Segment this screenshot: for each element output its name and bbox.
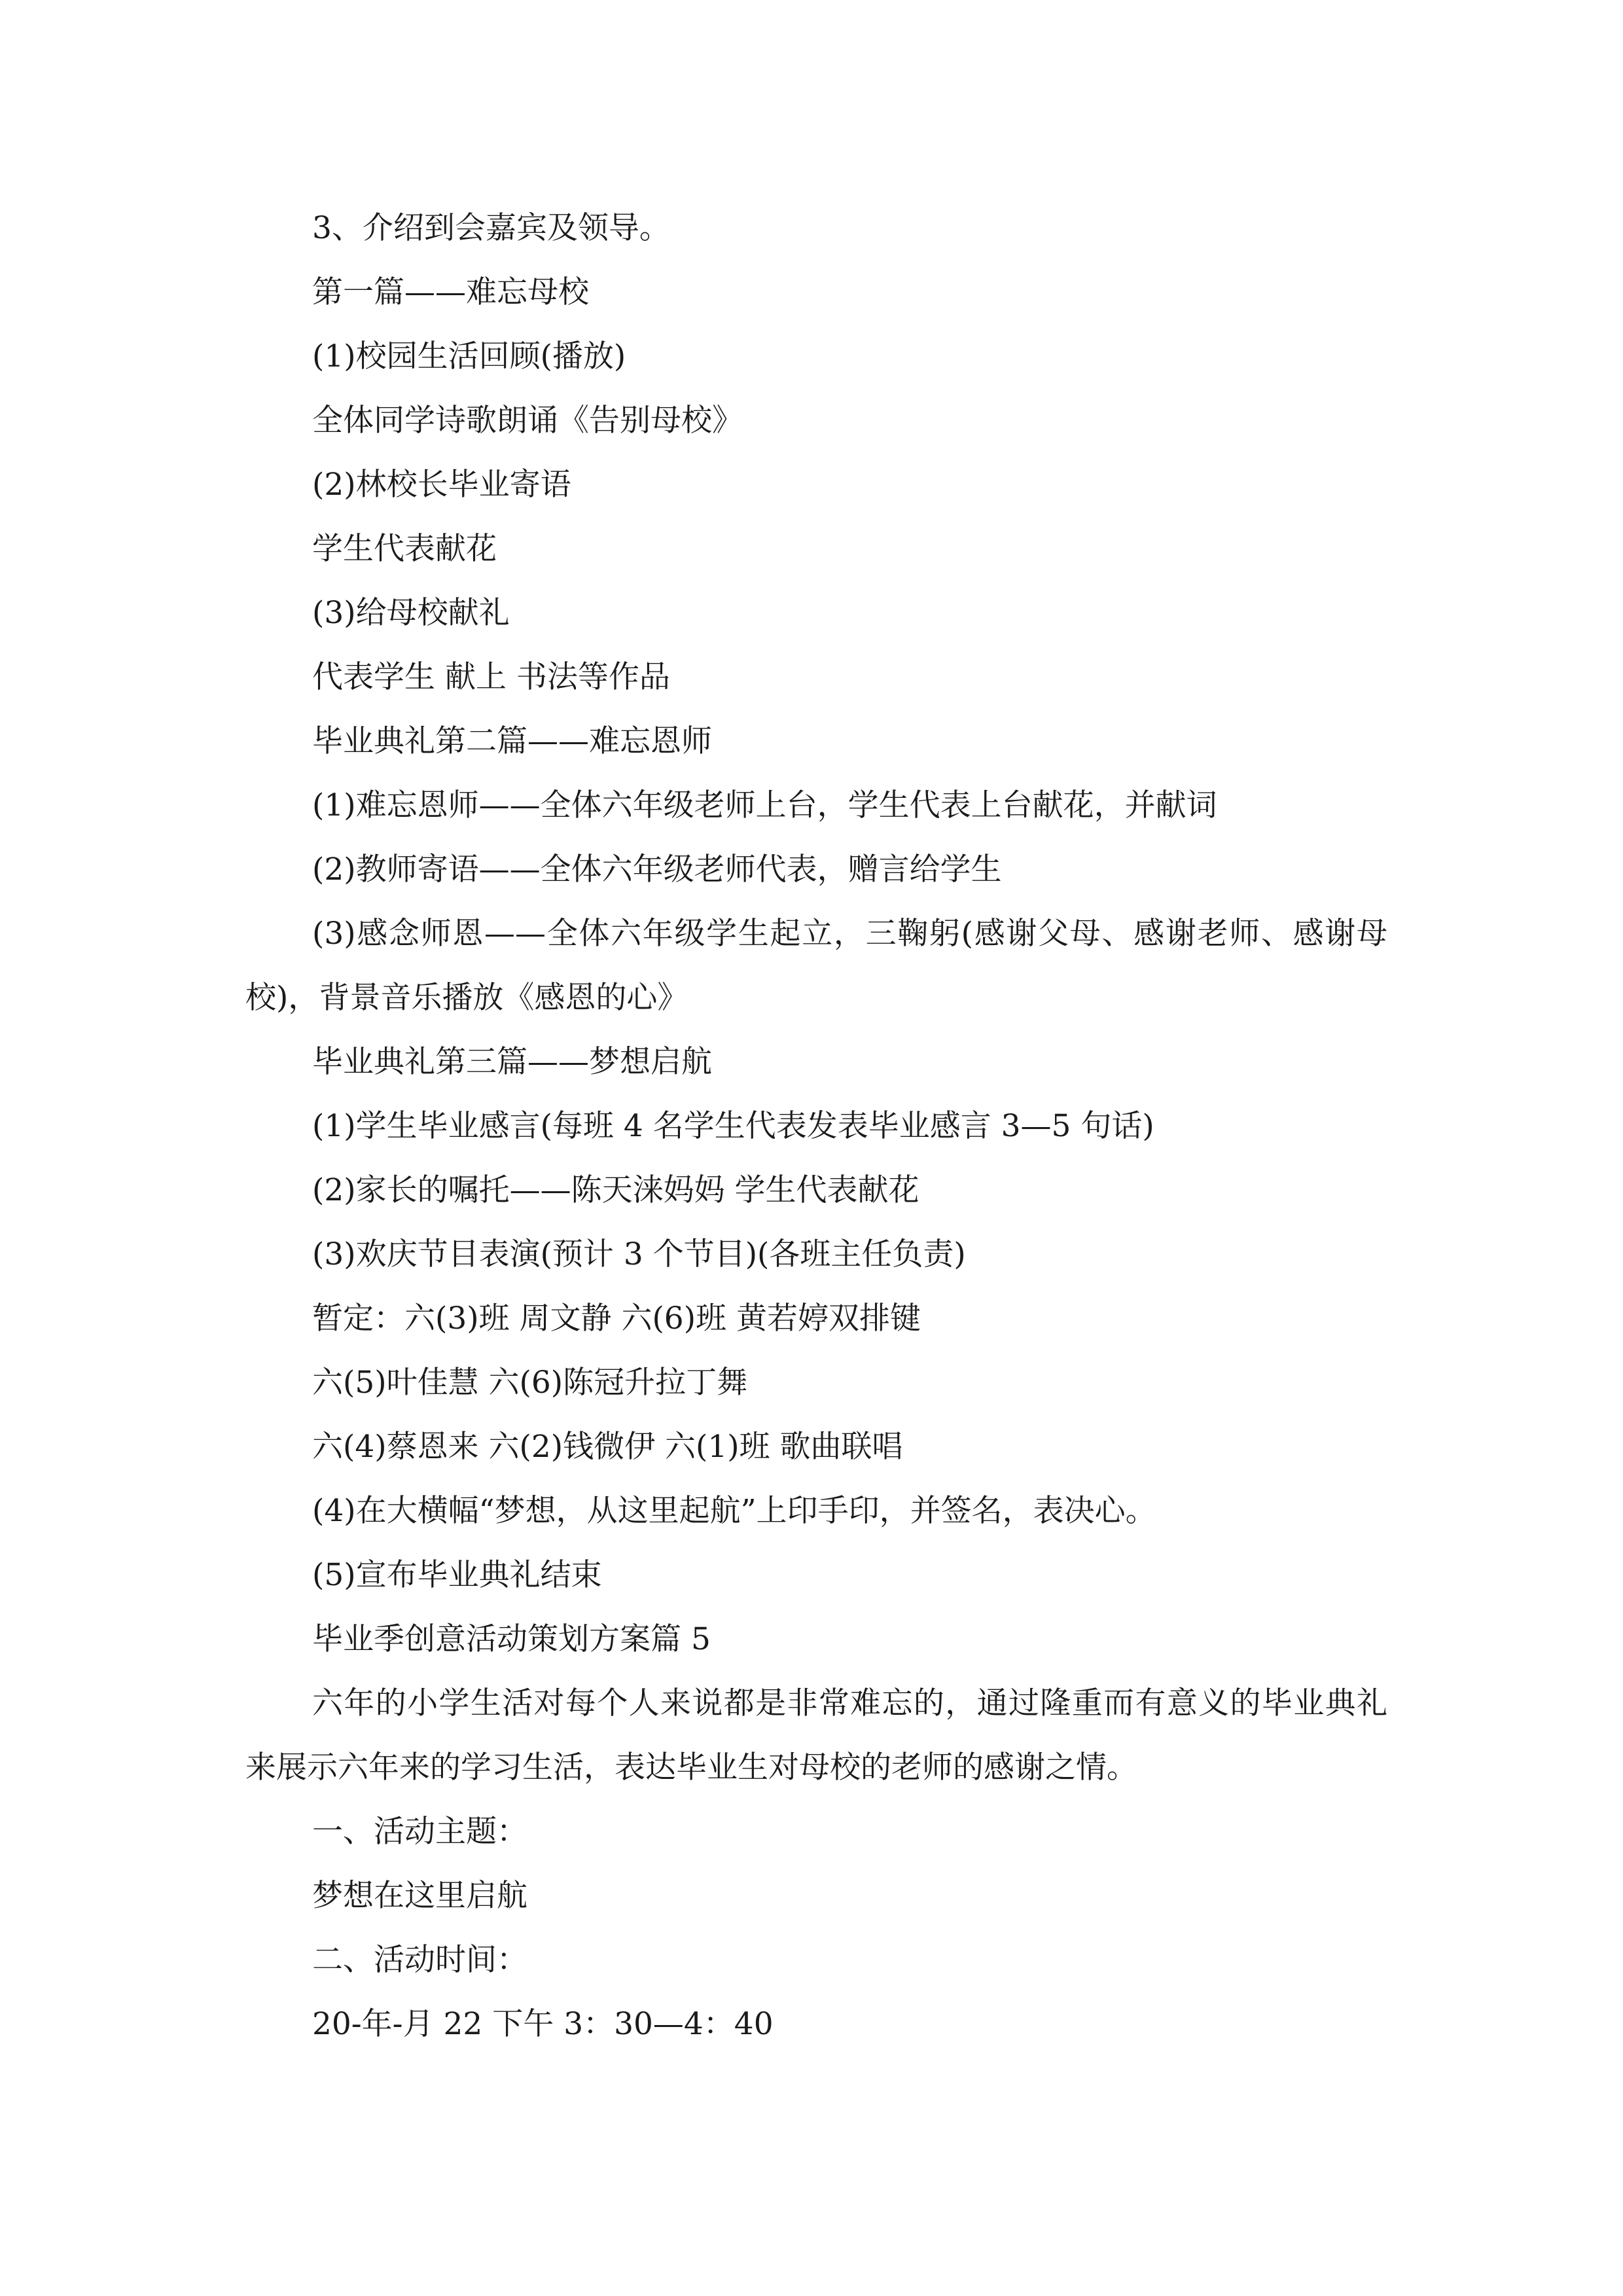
paragraph: (3)感念师恩——全体六年级学生起立，三鞠躬(感谢父母、感谢老师、感谢母校)，背景音乐播放《感恩的心》 — [245, 916, 1387, 1016]
section-heading: 一、活动主题： — [312, 1814, 527, 1850]
section-heading: 毕业典礼第三篇——梦想启航 — [312, 1044, 712, 1080]
text-line: 暂定：六(3)班 周文静 六(6)班 黄若婷双排键 — [312, 1300, 921, 1336]
text-line: 梦想在这里启航 — [312, 1878, 527, 1914]
text-line: (4)在大横幅“梦想，从这里起航”上印手印，并签名，表决心。 — [312, 1493, 1156, 1529]
text-line: (3)欢庆节目表演(预计 3 个节目)(各班主任负责) — [312, 1236, 966, 1272]
text-line: 学生代表献花 — [312, 531, 497, 567]
text-line: (2)林校长毕业寄语 — [312, 467, 571, 503]
text-line: 六(4)蔡恩来 六(2)钱微伊 六(1)班 歌曲联唱 — [312, 1429, 903, 1465]
paragraph: 六年的小学生活对每个人来说都是非常难忘的，通过隆重而有意义的毕业典礼来展示六年来的学习生活，表达毕业生对母校的老师的感谢之情。 — [245, 1685, 1387, 1785]
text-line: 3、介绍到会嘉宾及领导。 — [312, 210, 670, 246]
section-heading: 毕业季创意活动策划方案篇 5 — [312, 1621, 711, 1657]
section-heading: 第一篇——难忘母校 — [312, 274, 589, 310]
text-line: (3)给母校献礼 — [312, 595, 510, 631]
document-body — [245, 196, 1387, 2056]
text-line: (5)宣布毕业典礼结束 — [312, 1557, 602, 1593]
text-line: (1)学生毕业感言(每班 4 名学生代表发表毕业感言 3—5 句话) — [312, 1108, 1154, 1144]
text-line: 六(5)叶佳慧 六(6)陈冠升拉丁舞 — [312, 1365, 748, 1401]
section-heading: 毕业典礼第二篇——难忘恩师 — [312, 723, 712, 759]
text-line: 全体同学诗歌朗诵《告别母校》 — [312, 403, 743, 439]
section-heading: 二、活动时间： — [312, 1942, 527, 1978]
text-line: (1)校园生活回顾(播放) — [312, 338, 626, 374]
text-line: 代表学生 献上 书法等作品 — [312, 659, 670, 695]
text-line: (1)难忘恩师——全体六年级老师上台，学生代表上台献花，并献词 — [312, 787, 1217, 823]
text-line: (2)教师寄语——全体六年级老师代表，赠言给学生 — [312, 852, 1002, 888]
text-line: 20-年-月 22 下午 3：30—4：40 — [312, 2006, 774, 2042]
text-line: (2)家长的嘱托——陈天涞妈妈 学生代表献花 — [312, 1172, 919, 1208]
